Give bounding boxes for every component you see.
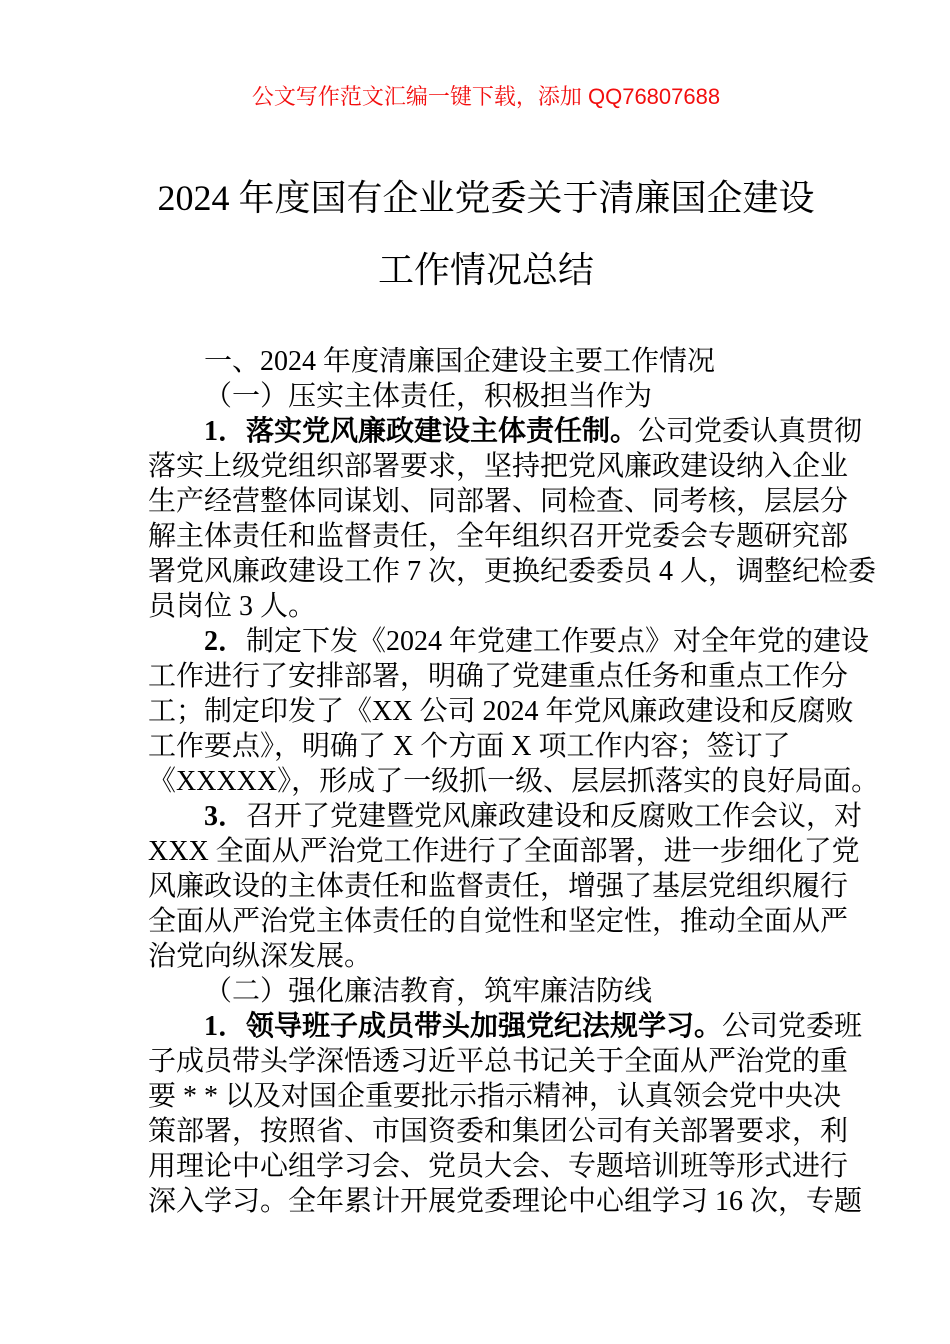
text-line: 策部署，按照省、市国资委和集团公司有关部署要求，利 — [148, 1116, 849, 1147]
document-title — [148, 162, 824, 306]
content-column — [148, 84, 880, 1219]
text-line: XXX 全面从严治党工作进行了全面部署，进一步细化了党 — [148, 836, 860, 867]
text-line: 署党风廉政建设工作 7 次，更换纪委委员 4 人，调整纪检委 — [148, 556, 877, 587]
text-line-bold-lead: 1．落实党风廉政建设主体责任制。 — [204, 416, 639, 447]
text-line: 工作要点》，明确了 X 个方面 X 项工作内容；签订了 — [148, 731, 791, 762]
text-line-bold-lead: 3． — [204, 801, 247, 832]
text-line: 解主体责任和监督责任，全年组织召开党委会专题研究部 — [148, 521, 849, 552]
promo-banner: 公文写作范文汇编一键下载，添加 QQ76807688 — [251, 84, 721, 109]
text-line: （二）强化廉洁教育，筑牢廉洁防线 — [204, 976, 653, 1007]
document-body — [148, 344, 880, 1219]
text-line: 员岗位 3 人。 — [148, 591, 317, 622]
text-line: 要 * * 以及对国企重要批示指示精神，认真领会党中央决 — [148, 1081, 842, 1112]
text-line-bold-lead: 1．领导班子成员带头加强党纪法规学习。 — [204, 1011, 723, 1042]
text-line: 《XXXXX》，形成了一级抓一级、层层抓落实的良好局面。 — [148, 766, 880, 797]
text-line: 子成员带头学深悟透习近平总书记关于全面从严治党的重 — [148, 1046, 849, 1077]
text-line: 工作进行了安排部署，明确了党建重点任务和重点工作分 — [148, 661, 849, 692]
document-title-line-2: 工作情况总结 — [377, 250, 594, 290]
text-line: 全面从严治党主体责任的自觉性和坚定性，推动全面从严 — [148, 906, 849, 937]
text-line: 治党向纵深发展。 — [148, 941, 373, 972]
text-line: 3．召开了党建暨党风廉政建设和反腐败工作会议，对 — [204, 801, 863, 832]
text-line: 1．落实党风廉政建设主体责任制。公司党委认真贯彻 — [204, 416, 863, 447]
text-line: （一）压实主体责任，积极担当作为 — [204, 381, 653, 412]
text-line: 风廉政设的主体责任和监督责任，增强了基层党组织履行 — [148, 871, 849, 902]
document-title-line-1: 2024 年度国有企业党委关于清廉国企建设 — [157, 178, 815, 218]
text-line: 2．制定下发《2024 年党建工作要点》对全年党的建设 — [204, 626, 870, 657]
text-line: 工；制定印发了《XX 公司 2024 年党风廉政建设和反腐败 — [148, 696, 854, 727]
text-line-bold-lead: 2． — [204, 626, 247, 657]
text-line: 深入学习。全年累计开展党委理论中心组学习 16 次，专题 — [148, 1186, 863, 1217]
text-line: 生产经营整体同谋划、同部署、同检查、同考核，层层分 — [148, 486, 849, 517]
text-line: 一、2024 年度清廉国企建设主要工作情况 — [204, 346, 716, 377]
text-line: 1．领导班子成员带头加强党纪法规学习。公司党委班 — [204, 1011, 863, 1042]
text-line: 用理论中心组学习会、党员大会、专题培训班等形式进行 — [148, 1151, 849, 1182]
text-line: 落实上级党组织部署要求，坚持把党风廉政建设纳入企业 — [148, 451, 849, 482]
